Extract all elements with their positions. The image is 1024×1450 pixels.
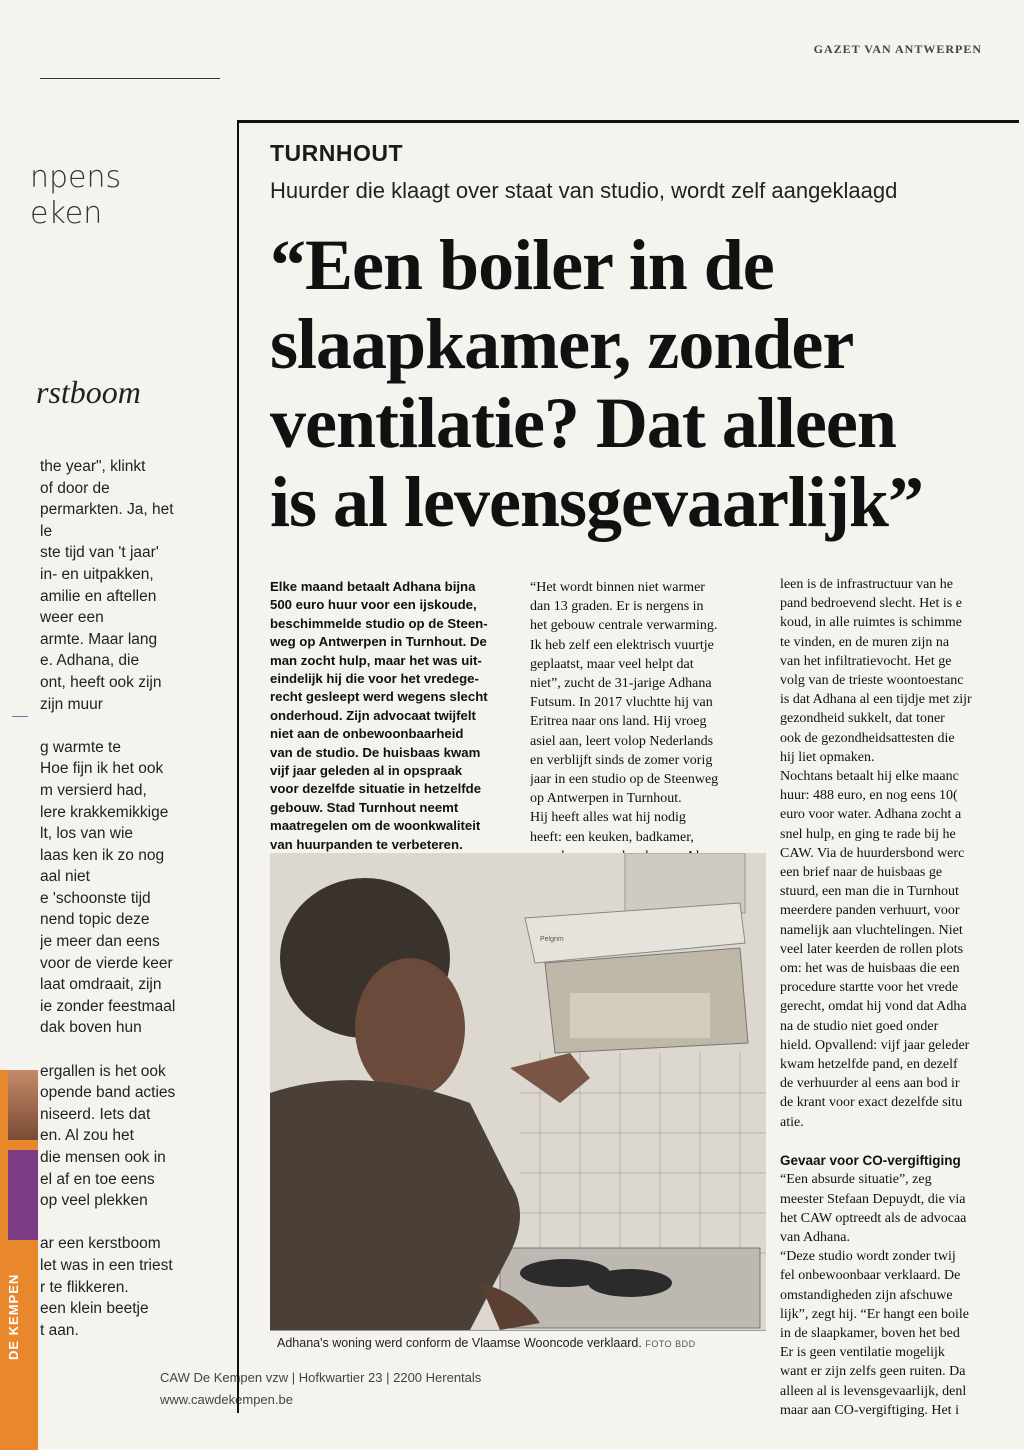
column-3-line: “Een absurde situatie”, zeg bbox=[780, 1172, 932, 1188]
left-column-line: aal niet bbox=[40, 868, 90, 886]
column-3-line: meerdere panden verhuurt, voor bbox=[780, 903, 960, 919]
column-3-line: na de studio niet goed onder bbox=[780, 1018, 939, 1034]
column-3-line: huur: 488 euro, en nog eens 10( bbox=[780, 788, 958, 804]
left-column-line: weer een bbox=[40, 609, 104, 627]
column-3-line: fel onbewoonbaar verklaard. De bbox=[780, 1268, 961, 1284]
column-3-line: gerecht, omdat hij vond dat Adha bbox=[780, 999, 967, 1015]
article-column-2 bbox=[530, 578, 766, 866]
column-3-line: Er is geen ventilatie mogelijk bbox=[780, 1345, 945, 1361]
column-3-line: pand bedroevend slecht. Het is e bbox=[780, 596, 962, 612]
left-column-line: nend topic deze bbox=[40, 911, 150, 929]
column-2-line: Futsum. In 2017 vluchtte hij van bbox=[530, 695, 713, 711]
column-3-line: procedure startte voor het vrede bbox=[780, 980, 959, 996]
left-heading-line-2: eken bbox=[30, 196, 103, 231]
left-margin-mark bbox=[12, 716, 28, 717]
column-3-line: atie. bbox=[780, 1114, 804, 1130]
lead-line: recht gesleept werd wegens slecht bbox=[270, 689, 488, 705]
left-column-line: m versierd had, bbox=[40, 781, 147, 799]
left-column-line: laat omdraait, zijn bbox=[40, 976, 162, 994]
left-column-heading bbox=[30, 160, 121, 232]
section-strip-label: DE KEMPEN bbox=[6, 1273, 21, 1360]
column-3-line: hield. Opvallend: vijf jaar geleder bbox=[780, 1037, 970, 1053]
article-subhead: Huurder die klaagt over staat van studio, wordt zelf aangeklaagd bbox=[270, 178, 898, 203]
lead-line: weg op Antwerpen in Turnhout. De bbox=[270, 634, 487, 650]
headline-line-1: “Een boiler in de bbox=[270, 225, 774, 305]
column-3-line: om: het was de huisbaas die een bbox=[780, 961, 960, 977]
column-2-line: Hij heeft alles wat hij nodig bbox=[530, 810, 686, 826]
left-column-line: ar een kerstboom bbox=[40, 1235, 161, 1253]
column-3-line: maar aan CO-vergiftiging. Het i bbox=[780, 1402, 959, 1418]
column-3-line: namelijk aan vluchtelingen. Niet bbox=[780, 922, 963, 938]
left-column-line: voor de vierde keer bbox=[40, 954, 173, 972]
column-2-line: geplaatst, maar veel helpt dat bbox=[530, 656, 694, 672]
left-column-line: amilie en aftellen bbox=[40, 587, 157, 605]
column-2-line: en verblijft sinds de zomer vorig bbox=[530, 752, 713, 768]
headline-line-3: ventilatie? Dat alleen bbox=[270, 383, 896, 463]
left-column-line: e 'schoonste tijd bbox=[40, 889, 151, 907]
left-column-line: t aan. bbox=[40, 1321, 79, 1339]
column-2-line: heeft: een keuken, badkamer, bbox=[530, 829, 694, 845]
column-3-line: de krant voor exact dezelfde situ bbox=[780, 1095, 963, 1111]
column-2-line: het gebouw centrale verwarming. bbox=[530, 618, 718, 634]
left-column-line: dak boven hun bbox=[40, 1019, 142, 1037]
left-column-line: let was in een triest bbox=[40, 1256, 173, 1274]
column-3-line: euro voor water. Adhana zocht a bbox=[780, 807, 962, 823]
column-3-line: stuurd, een man die in Turnhout bbox=[780, 884, 959, 900]
column-3-line: van het infiltratievocht. Het ge bbox=[780, 653, 952, 669]
column-3-line: ook de gezondheidsattesten die bbox=[780, 730, 955, 746]
left-column-line bbox=[40, 715, 210, 737]
left-column-line: le bbox=[40, 522, 53, 540]
column-3-line: gezondheid sukkelt, dat toner bbox=[780, 711, 945, 727]
lead-line: maatregelen om de woonkwaliteit bbox=[270, 818, 481, 834]
left-column-line: Hoe fijn ik het ook bbox=[40, 760, 164, 778]
column-2-line: jaar in een studio op de Steenweg bbox=[530, 772, 719, 788]
column-2-line: “Het wordt binnen niet warmer bbox=[530, 580, 705, 595]
left-column-line: g warmte te bbox=[40, 738, 121, 756]
left-column-line: op veel plekken bbox=[40, 1192, 148, 1210]
left-column-line: een klein beetje bbox=[40, 1300, 149, 1318]
left-heading-line-1: npens bbox=[30, 160, 122, 195]
column-2-line: op Antwerpen in Turnhout. bbox=[530, 791, 682, 807]
left-column-line: ergallen is het ook bbox=[40, 1062, 166, 1080]
left-column-line: zijn muur bbox=[40, 695, 103, 713]
column-3-line: in de slaapkamer, boven het bed bbox=[780, 1325, 960, 1341]
masthead: GAZET VAN ANTWERPEN bbox=[813, 42, 982, 56]
left-column-line: ont, heeft ook zijn bbox=[40, 673, 162, 691]
lead-line: niet aan de onbewoonbaarheid bbox=[270, 726, 464, 742]
left-column-line: in- en uitpakken, bbox=[40, 565, 154, 583]
left-column-line: lt, los van wie bbox=[40, 825, 134, 843]
left-column-line: laas ken ik zo nog bbox=[40, 846, 165, 864]
left-column-line: the year", klinkt bbox=[40, 458, 146, 475]
column-2-line: Ik heb zelf een elektrisch vuurtje bbox=[530, 637, 714, 653]
column-3-line: CAW. Via de huurdersbond werc bbox=[780, 845, 965, 861]
column-3-line: Nochtans betaalt hij elke maanc bbox=[780, 769, 959, 785]
column-3-line: het CAW optreedt als de advocaa bbox=[780, 1210, 967, 1226]
left-column-line: ste tijd van 't jaar' bbox=[40, 544, 159, 562]
left-column-line bbox=[40, 1212, 210, 1234]
column-3-line: kwam hetzelfde pand, en dezelf bbox=[780, 1057, 958, 1073]
left-column-text bbox=[40, 456, 210, 1341]
column-3-line: snel hulp, en ging te rade bij he bbox=[780, 826, 956, 842]
left-column-subheading: rstboom bbox=[36, 374, 141, 410]
column-3-line: “Deze studio wordt zonder twij bbox=[780, 1249, 956, 1265]
kitchen-photo-illustration bbox=[270, 853, 766, 1330]
column-3-line: alleen al is levensgevaarlijk, denl bbox=[780, 1383, 967, 1399]
column-3-line: lijk”, zegt hij. “Er hangt een boile bbox=[780, 1306, 969, 1322]
column-3-line: een brief naar de huisbaas ge bbox=[780, 865, 943, 881]
column-3-subheading: Gevaar voor CO-vergiftiging bbox=[780, 1153, 961, 1169]
article-photo bbox=[270, 853, 766, 1331]
footer-address: CAW De Kempen vzw | Hofkwartier 23 | 2200 Herentals bbox=[160, 1370, 482, 1385]
left-column-line: en. Al zou het bbox=[40, 1127, 134, 1145]
photo-credit: FOTO BDD bbox=[645, 1339, 696, 1349]
left-column-line: permarkten. Ja, het bbox=[40, 501, 174, 519]
lead-line: van de studio. De huisbaas kwam bbox=[270, 744, 481, 760]
lead-line: onderhoud. Zijn advocaat twijfelt bbox=[270, 707, 476, 723]
left-column-line: e. Adhana, die bbox=[40, 652, 140, 670]
column-3-line: leen is de infrastructuur van he bbox=[780, 577, 953, 592]
left-column-line bbox=[40, 1039, 210, 1061]
column-3-line: volg van de trieste woontoestanc bbox=[780, 673, 964, 689]
left-column-line: lere krakkemikkige bbox=[40, 803, 169, 821]
column-3-line: hij liet opmaken. bbox=[780, 749, 875, 765]
footer-url: www.cawdekempen.be bbox=[160, 1392, 293, 1407]
lead-line: eindelijk hij die voor het vredege- bbox=[270, 671, 479, 687]
lead-line: van huurpanden te verbeteren. bbox=[270, 836, 463, 852]
column-3-line: is dat Adhana al een tijdje met zijr bbox=[780, 692, 972, 708]
photo-caption-text: Adhana's woning werd conform de Vlaamse Wooncode verklaard. bbox=[277, 1336, 642, 1350]
lead-line: gebouw. Stad Turnhout neemt bbox=[270, 799, 459, 815]
column-3-line: koud, in alle ruimtes is schimme bbox=[780, 615, 962, 631]
lead-line: 500 euro huur voor een ijskoude, bbox=[270, 597, 477, 613]
article-column-3 bbox=[780, 575, 1016, 1420]
column-2-line: asiel aan, leert volop Nederlands bbox=[530, 733, 714, 749]
left-column-line: armte. Maar lang bbox=[40, 630, 158, 648]
lead-line: Elke maand betaalt Adhana bijna bbox=[270, 579, 476, 594]
strip-portrait-image bbox=[8, 1070, 38, 1140]
column-3-line bbox=[780, 1132, 1016, 1151]
left-column-line: el af en toe eens bbox=[40, 1170, 155, 1188]
left-column-line: r te flikkeren. bbox=[40, 1278, 129, 1296]
headline-line-4: is al levensgevaarlijk” bbox=[270, 462, 923, 542]
column-2-line: niet”, zucht de 31-jarige Adhana bbox=[530, 676, 712, 692]
column-3-line: de verhuurder al eens aan bod ir bbox=[780, 1076, 960, 1092]
photo-caption bbox=[277, 1336, 696, 1350]
column-3-line: van Adhana. bbox=[780, 1229, 850, 1245]
lead-line: beschimmelde studio op de Steen- bbox=[270, 615, 488, 631]
left-column-line: niseerd. Iets dat bbox=[40, 1105, 151, 1123]
column-3-line: te vinden, en de muren zijn na bbox=[780, 634, 950, 650]
column-2-line: dan 13 graden. Er is nergens in bbox=[530, 599, 704, 615]
column-3-line: want er zijn zelfs geen ruiten. Da bbox=[780, 1364, 966, 1380]
lead-line: voor dezelfde situatie in hetzelfde bbox=[270, 781, 482, 797]
column-3-line: meester Stefaan Depuydt, die via bbox=[780, 1191, 966, 1207]
left-column-line: die mensen ook in bbox=[40, 1149, 166, 1166]
article-kicker: TURNHOUT bbox=[270, 140, 404, 166]
hood-brand-label: Pelgrim bbox=[540, 936, 564, 943]
left-column-line: je meer dan eens bbox=[40, 933, 160, 951]
left-column-rule bbox=[40, 78, 220, 79]
article-headline bbox=[270, 226, 1010, 542]
strip-color-block bbox=[8, 1150, 38, 1240]
left-column-line: opende band acties bbox=[40, 1084, 176, 1102]
article-lead bbox=[270, 578, 520, 854]
left-column-line: ie zonder feestmaal bbox=[40, 997, 176, 1015]
column-3-line: veel later keerden de rollen plots bbox=[780, 941, 964, 957]
lead-line: vijf jaar geleden al in opspraak bbox=[270, 763, 463, 779]
lead-line: man zocht hulp, maar het was uit- bbox=[270, 652, 482, 668]
column-3-line: omstandigheden zijn afschuwe bbox=[780, 1287, 953, 1303]
left-column-line: of door de bbox=[40, 479, 110, 497]
column-2-line: Eritrea naar ons land. Hij vroeg bbox=[530, 714, 707, 730]
headline-line-2: slaapkamer, zonder bbox=[270, 304, 854, 384]
